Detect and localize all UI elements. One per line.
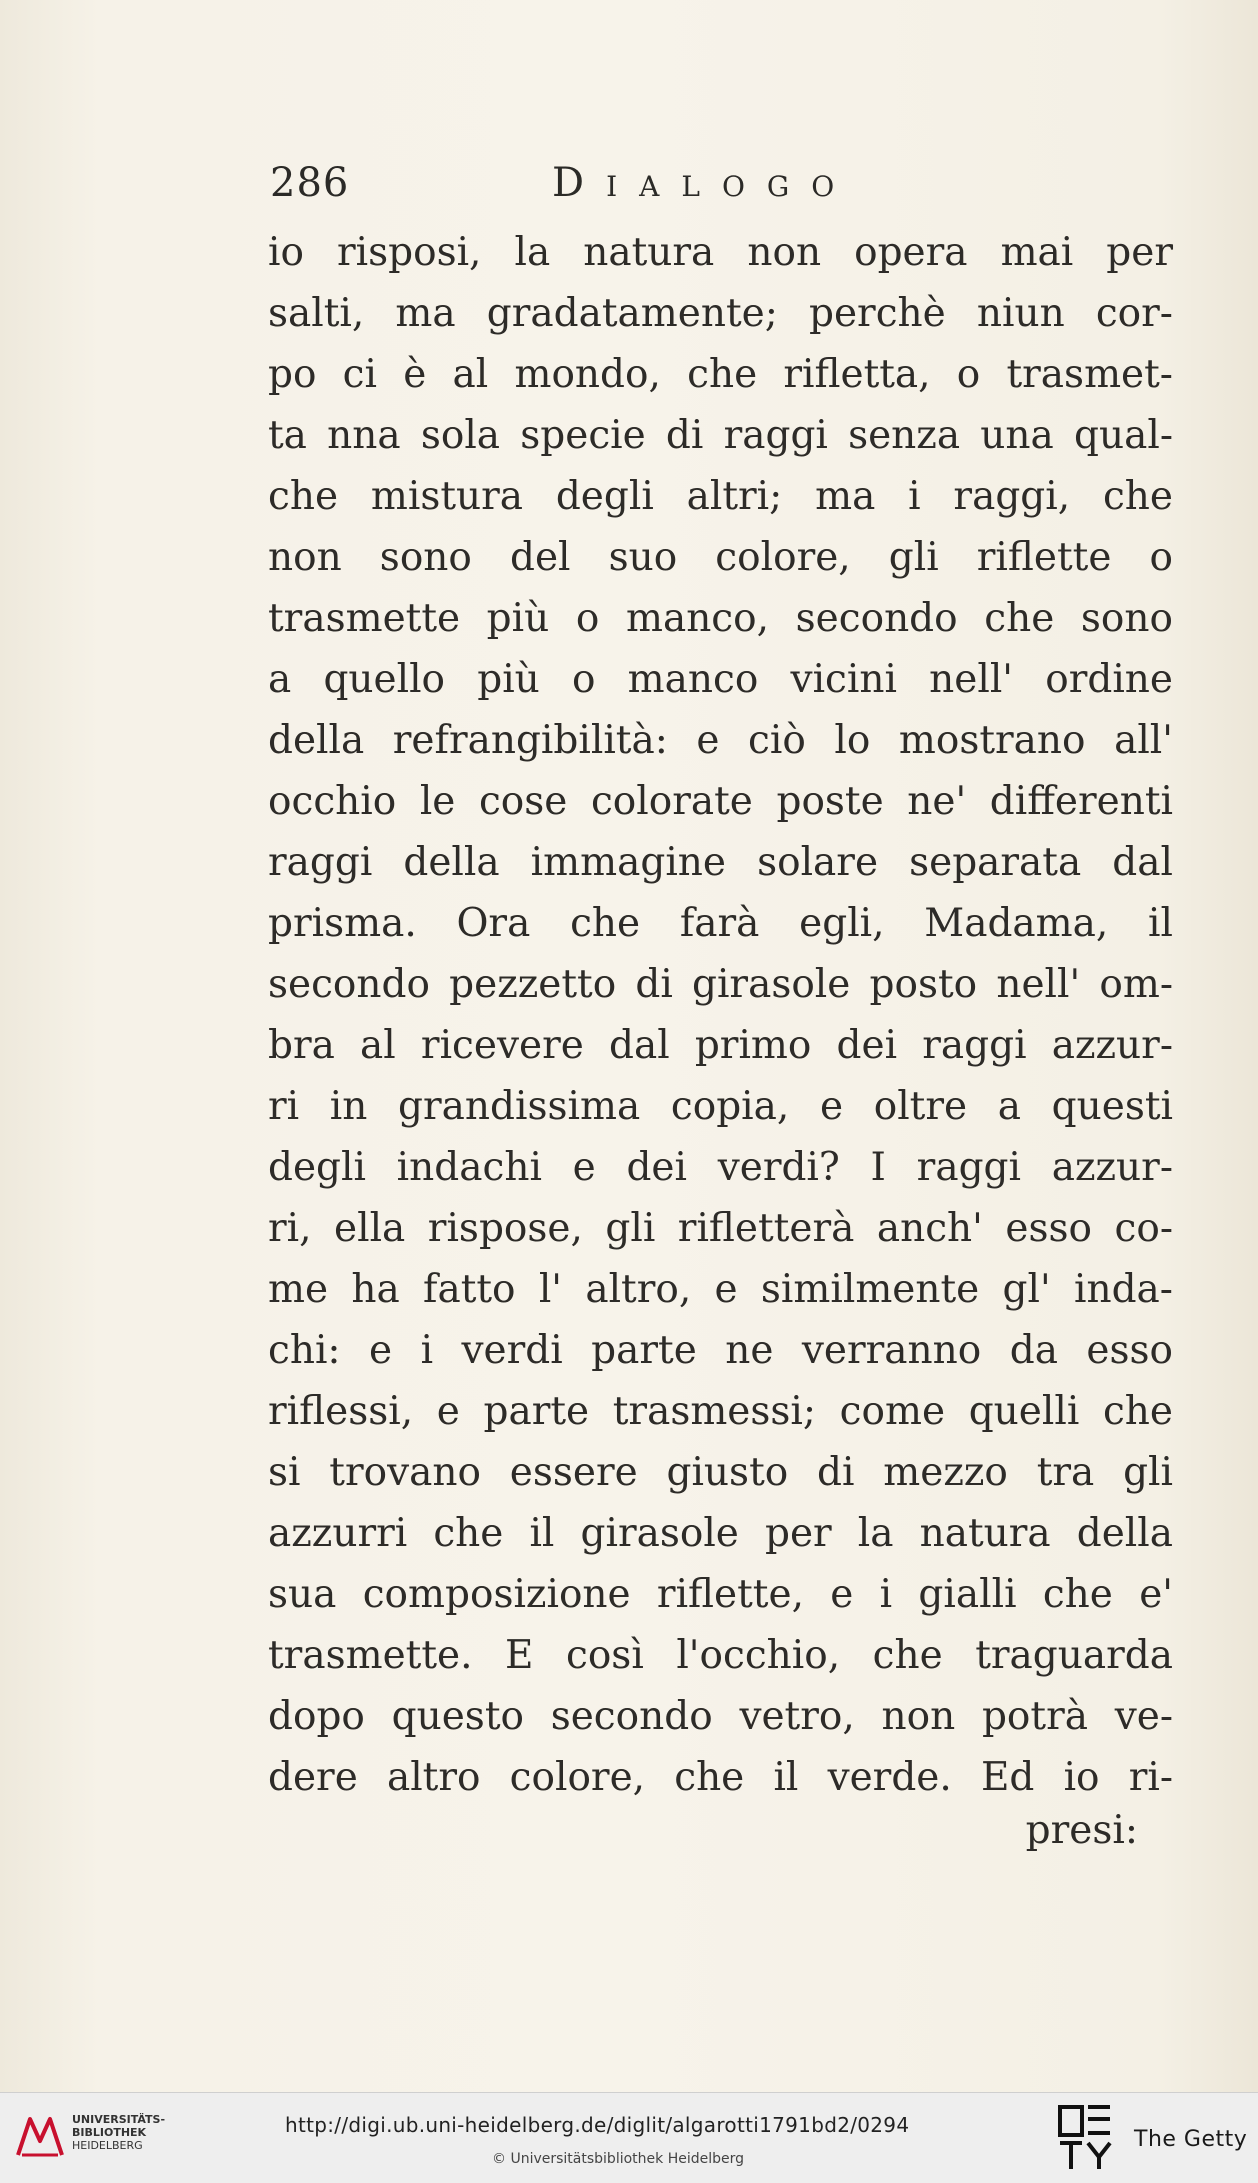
- text-line: ta nna sola specie di raggi senza una qual-: [268, 413, 1173, 458]
- text-line: riflessi, e parte trasmessi; come quelli che: [268, 1389, 1173, 1434]
- page-number: 286: [270, 160, 350, 206]
- library-name-line: HEIDELBERG: [72, 2139, 143, 2152]
- text-line: occhio le cose colorate poste ne' differenti: [268, 779, 1173, 824]
- text-line: me ha fatto l' altro, e similmente gl' inda-: [268, 1267, 1173, 1312]
- text-line: dere altro colore, che il verde. Ed io ri-: [268, 1755, 1173, 1800]
- text-line: ri, ella rispose, gli rifletterà anch' esso co-: [268, 1206, 1173, 1251]
- text-line: io risposi, la natura non opera mai per: [268, 230, 1173, 275]
- text-line: della refrangibilità: e ciò lo mostrano all': [268, 718, 1173, 763]
- partner-name: The Getty: [1134, 2127, 1248, 2152]
- text-line: dopo questo secondo vetro, non potrà ve-: [268, 1694, 1173, 1739]
- library-name-line: BIBLIOTHEK: [72, 2126, 147, 2139]
- library-name: [72, 2113, 165, 2152]
- text-line: prisma. Ora che farà egli, Madama, il: [268, 901, 1173, 946]
- getty-logo-icon: [1058, 2105, 1112, 2171]
- text-line: trasmette. E così l'occhio, che traguarda: [268, 1633, 1173, 1678]
- text-line: si trovano essere giusto di mezzo tra gli: [268, 1450, 1173, 1495]
- text-line: secondo pezzetto di girasole posto nell' om-: [268, 962, 1173, 1007]
- text-line: non sono del suo colore, gli riflette o: [268, 535, 1173, 580]
- running-head: [270, 160, 1170, 220]
- text-line: sua composizione riflette, e i gialli che e': [268, 1572, 1173, 1617]
- footer-bar: [0, 2092, 1258, 2183]
- text-line: degli indachi e dei verdi? I raggi azzur-: [268, 1145, 1173, 1190]
- library-name-line: UNIVERSITÄTS-: [72, 2113, 166, 2126]
- text-line: salti, ma gradatamente; perchè niun cor-: [268, 291, 1173, 336]
- text-line: bra al ricevere dal primo dei raggi azzur-: [268, 1023, 1173, 1068]
- text-line: raggi della immagine solare separata dal: [268, 840, 1173, 885]
- text-line: chi: e i verdi parte ne verranno da esso: [268, 1328, 1173, 1373]
- text-line: po ci è al mondo, che rifletta, o trasmet-: [268, 352, 1173, 397]
- text-line: che mistura degli altri; ma i raggi, che: [268, 474, 1173, 519]
- text-line: ri in grandissima copia, e oltre a questi: [268, 1084, 1173, 1129]
- text-line: azzurri che il girasole per la natura della: [268, 1511, 1173, 1556]
- permalink[interactable]: http://digi.ub.uni-heidelberg.de/diglit/algarotti1791bd2/0294: [285, 2113, 910, 2137]
- catchword: presi:: [1025, 1808, 1138, 1853]
- text-line: a quello più o manco vicini nell' ordine: [268, 657, 1173, 702]
- body-text: [268, 222, 1173, 1808]
- text-line: trasmette più o manco, secondo che sono: [268, 596, 1173, 641]
- university-seal-icon: [12, 2111, 68, 2163]
- copyright-notice: © Universitätsbibliothek Heidelberg: [492, 2151, 745, 2167]
- running-title: Dialogo: [552, 160, 857, 206]
